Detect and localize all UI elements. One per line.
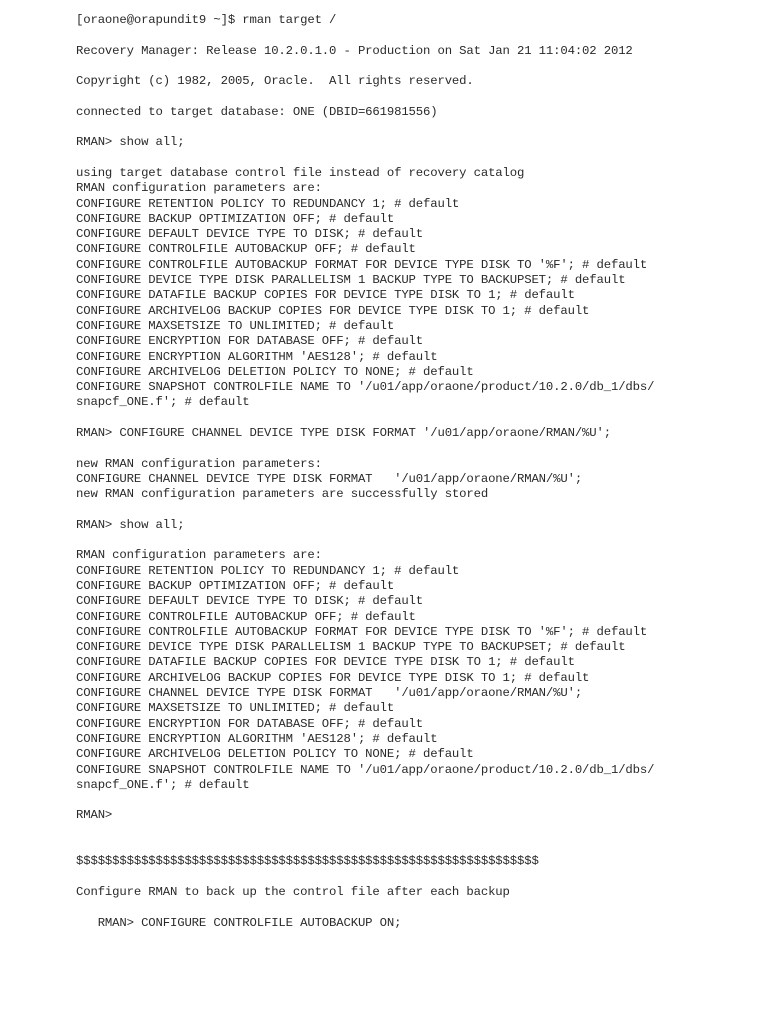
output-line: new RMAN configuration parameters are successfully stored xyxy=(76,487,489,502)
output-line: using target database control file instead of recovery catalog xyxy=(76,165,525,180)
config-line: CONFIGURE SNAPSHOT CONTROLFILE NAME TO '/u01/app/oraone/product/10.2.0/db_1/dbs/ xyxy=(76,380,655,395)
output-line: new RMAN configuration parameters: xyxy=(76,456,322,471)
config-line: CONFIGURE CONTROLFILE AUTOBACKUP OFF; # default xyxy=(76,242,416,257)
blank-line xyxy=(76,870,756,885)
blank-line xyxy=(76,89,756,104)
config-line: CONFIGURE ARCHIVELOG DELETION POLICY TO NONE; # default xyxy=(76,747,474,762)
output-line: Recovery Manager: Release 10.2.0.1.0 - Production on Sat Jan 21 11:04:02 2012 xyxy=(76,43,633,58)
blank-line xyxy=(76,411,756,426)
config-line: CONFIGURE CHANNEL DEVICE TYPE DISK FORMAT '/u01/app/oraone/RMAN/%U'; xyxy=(76,471,583,486)
output-line: Configure RMAN to back up the control file after each backup xyxy=(76,884,510,899)
config-line: CONFIGURE CONTROLFILE AUTOBACKUP FORMAT FOR DEVICE TYPE DISK TO '%F'; # default xyxy=(76,257,648,272)
config-line: CONFIGURE DEVICE TYPE DISK PARALLELISM 1 BACKUP TYPE TO BACKUPSET; # default xyxy=(76,640,626,655)
blank-line xyxy=(76,120,756,135)
config-line: CONFIGURE ENCRYPTION ALGORITHM 'AES128'; # default xyxy=(76,731,438,746)
config-line: CONFIGURE DEFAULT DEVICE TYPE TO DISK; # default xyxy=(76,594,424,609)
blank-line xyxy=(76,839,756,854)
config-line: CONFIGURE DEFAULT DEVICE TYPE TO DISK; # default xyxy=(76,227,424,242)
output-line: RMAN configuration parameters are: xyxy=(76,181,322,196)
output-line: snapcf_ONE.f'; # default xyxy=(76,395,250,410)
config-line: CONFIGURE ENCRYPTION FOR DATABASE OFF; # default xyxy=(76,334,424,349)
blank-line xyxy=(76,503,756,518)
output-line: snapcf_ONE.f'; # default xyxy=(76,777,250,792)
blank-line xyxy=(76,441,756,456)
blank-line xyxy=(76,533,756,548)
config-line: CONFIGURE CHANNEL DEVICE TYPE DISK FORMAT '/u01/app/oraone/RMAN/%U'; xyxy=(76,686,583,701)
blank-line xyxy=(76,793,756,808)
config-line: CONFIGURE MAXSETSIZE TO UNLIMITED; # default xyxy=(76,318,395,333)
rman-prompt-line: RMAN> CONFIGURE CHANNEL DEVICE TYPE DISK FORMAT '/u01/app/oraone/RMAN/%U'; xyxy=(76,426,611,441)
rman-prompt-line: RMAN> show all; xyxy=(76,135,185,150)
output-line: RMAN configuration parameters are: xyxy=(76,548,322,563)
config-line: CONFIGURE CONTROLFILE AUTOBACKUP FORMAT FOR DEVICE TYPE DISK TO '%F'; # default xyxy=(76,624,648,639)
config-line: CONFIGURE CONTROLFILE AUTOBACKUP OFF; # default xyxy=(76,609,416,624)
config-line: CONFIGURE ENCRYPTION FOR DATABASE OFF; # default xyxy=(76,716,424,731)
config-line: CONFIGURE SNAPSHOT CONTROLFILE NAME TO '/u01/app/oraone/product/10.2.0/db_1/dbs/ xyxy=(76,762,655,777)
rman-prompt-line: RMAN> xyxy=(76,808,113,823)
config-line: CONFIGURE DATAFILE BACKUP COPIES FOR DEVICE TYPE DISK TO 1; # default xyxy=(76,655,575,670)
config-line: CONFIGURE MAXSETSIZE TO UNLIMITED; # default xyxy=(76,701,395,716)
output-line: Copyright (c) 1982, 2005, Oracle. All rights reserved. xyxy=(76,74,474,89)
config-line: CONFIGURE DEVICE TYPE DISK PARALLELISM 1 BACKUP TYPE TO BACKUPSET; # default xyxy=(76,273,626,288)
config-line: CONFIGURE RETENTION POLICY TO REDUNDANCY 1; # default xyxy=(76,196,460,211)
config-line: CONFIGURE ARCHIVELOG BACKUP COPIES FOR DEVICE TYPE DISK TO 1; # default xyxy=(76,303,590,318)
config-line: CONFIGURE ARCHIVELOG BACKUP COPIES FOR DEVICE TYPE DISK TO 1; # default xyxy=(76,670,590,685)
config-line: CONFIGURE RETENTION POLICY TO REDUNDANCY 1; # default xyxy=(76,563,460,578)
terminal-output xyxy=(76,13,756,931)
blank-line xyxy=(76,900,756,915)
config-line: CONFIGURE BACKUP OPTIMIZATION OFF; # default xyxy=(76,211,395,226)
config-line: CONFIGURE ARCHIVELOG DELETION POLICY TO NONE; # default xyxy=(76,364,474,379)
blank-line xyxy=(76,59,756,74)
blank-line xyxy=(76,28,756,43)
separator-line: $$$$$$$$$$$$$$$$$$$$$$$$$$$$$$$$$$$$$$$$$$$$$$$$$$$$$$$$$$$$$$$$ xyxy=(76,854,539,869)
output-line: connected to target database: ONE (DBID=661981556) xyxy=(76,104,438,119)
config-line: CONFIGURE ENCRYPTION ALGORITHM 'AES128'; # default xyxy=(76,349,438,364)
config-line: CONFIGURE DATAFILE BACKUP COPIES FOR DEVICE TYPE DISK TO 1; # default xyxy=(76,288,575,303)
shell-prompt-line: [oraone@orapundit9 ~]$ rman target / xyxy=(76,13,337,27)
blank-line xyxy=(76,824,756,839)
blank-line xyxy=(76,151,756,166)
rman-prompt-line: RMAN> CONFIGURE CONTROLFILE AUTOBACKUP ON; xyxy=(76,915,402,930)
rman-prompt-line: RMAN> show all; xyxy=(76,517,185,532)
config-line: CONFIGURE BACKUP OPTIMIZATION OFF; # default xyxy=(76,578,395,593)
